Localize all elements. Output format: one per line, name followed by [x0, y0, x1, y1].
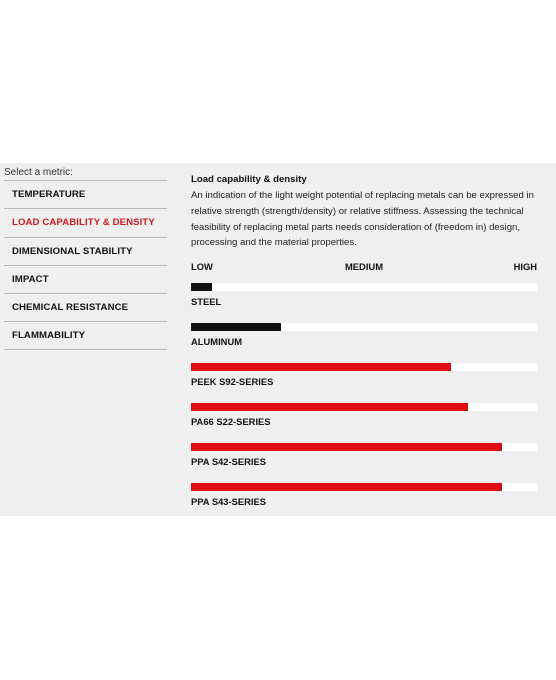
material-bar-track	[191, 443, 537, 451]
metric-impact[interactable]: IMPACT	[4, 265, 167, 293]
material-label: PEEK S92-SERIES	[191, 376, 274, 388]
material-row	[191, 323, 537, 363]
material-bar-fill	[191, 323, 281, 331]
material-label: ALUMINUM	[191, 336, 243, 348]
select-metric-label: Select a metric:	[4, 167, 73, 178]
material-bar-fill	[191, 483, 502, 491]
material-bar-track	[191, 403, 537, 411]
material-bar-fill	[191, 283, 212, 291]
scale-low-label: LOW	[191, 261, 213, 273]
material-bar-fill	[191, 363, 451, 371]
metric-flammability[interactable]: FLAMMABILITY	[4, 321, 167, 349]
metric-panel	[0, 163, 556, 516]
material-bar-track	[191, 323, 537, 331]
metric-dimensional-stability[interactable]: DIMENSIONAL STABILITY	[4, 237, 167, 265]
material-bars	[191, 283, 537, 523]
material-bar-fill	[191, 443, 502, 451]
material-row	[191, 283, 537, 323]
material-bar-track	[191, 483, 537, 491]
material-label: PPA S43-SERIES	[191, 496, 267, 508]
rating-scale	[191, 261, 537, 275]
material-label: PA66 S22-SERIES	[191, 416, 271, 428]
material-row	[191, 403, 537, 443]
content-title: Load capability & density	[191, 174, 307, 185]
metric-content	[191, 163, 537, 523]
scale-high-label: HIGH	[513, 261, 537, 273]
material-bar-track	[191, 363, 537, 371]
material-label: PPA S42-SERIES	[191, 456, 267, 468]
material-row	[191, 363, 537, 403]
material-row	[191, 483, 537, 523]
content-description: An indication of the light weight potential of replacing metals can be expressed in relative strength (strength/density) or relative stiffness. Assessing the technical feasibility of replacing metal parts needs consideration of (freedom in) design, processing and the material properties.	[191, 190, 534, 249]
material-label: STEEL	[191, 296, 222, 308]
metric-temperature[interactable]: TEMPERATURE	[4, 180, 167, 208]
metric-sidebar	[4, 163, 167, 350]
metric-load-capability-density[interactable]: LOAD CAPABILITY & DENSITY	[4, 208, 167, 236]
material-bar-track	[191, 283, 537, 291]
material-row	[191, 443, 537, 483]
scale-medium-label: MEDIUM	[344, 261, 384, 273]
material-bar-fill	[191, 403, 468, 411]
metric-chemical-resistance[interactable]: CHEMICAL RESISTANCE	[4, 293, 167, 321]
